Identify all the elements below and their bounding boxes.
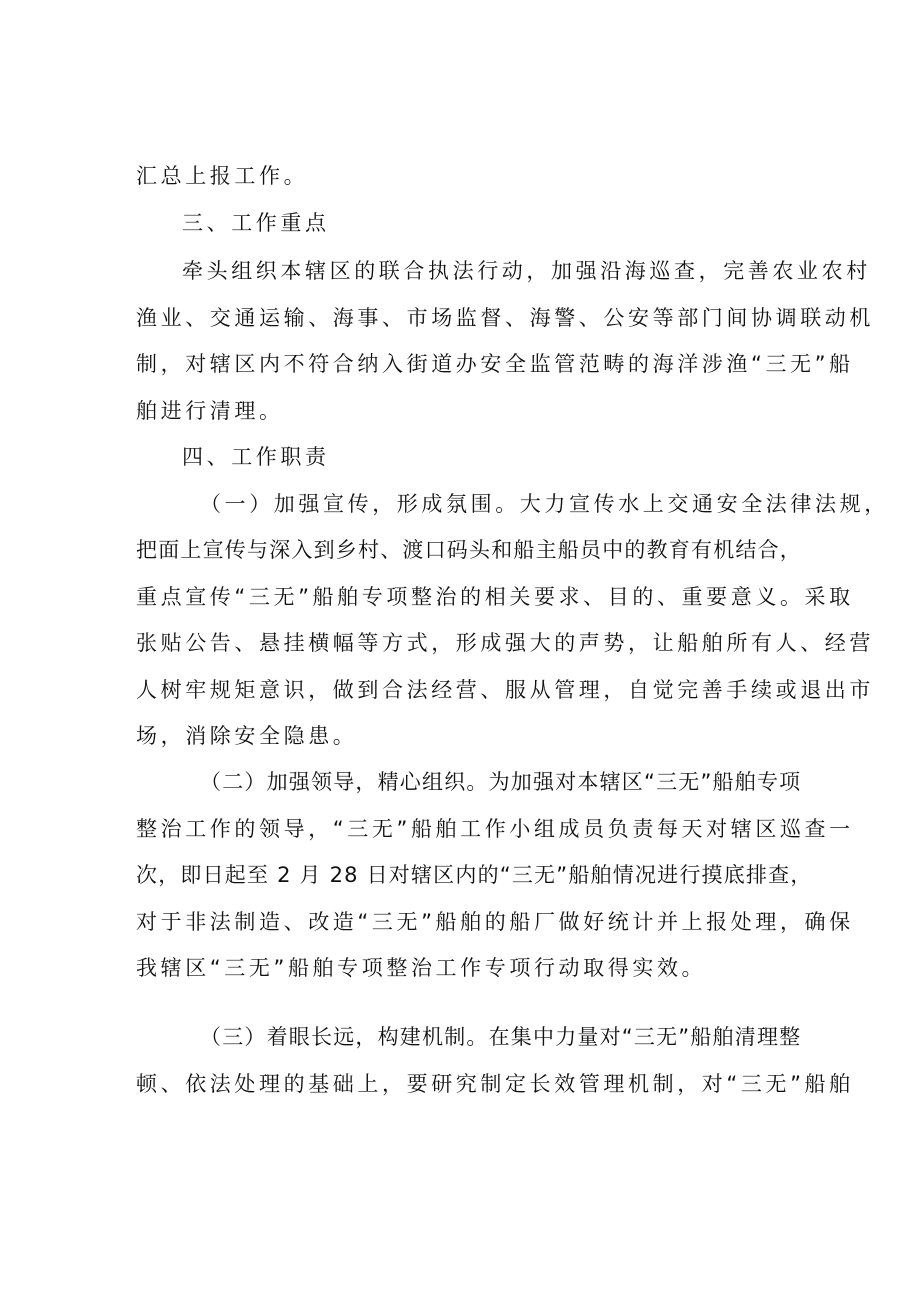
- paragraph-line: 制，对辖区内不符合纳入街道办安全监管范畴的海洋涉渔“三无”船: [136, 352, 854, 376]
- paragraph-line: 场，消除安全隐患。: [136, 724, 358, 748]
- paragraph-line: （三）着眼长远，构建机制。在集中力量对“三无”船舶清理整: [200, 1025, 802, 1049]
- paragraph-line: 张贴公告、悬挂横幅等方式，形成强大的声势，让船舶所有人、经营: [136, 631, 874, 655]
- paragraph-line: 把面上宣传与深入到乡村、渡口码头和船主船员中的教育有机结合，: [136, 538, 802, 562]
- section-heading-3: 三、工作重点: [182, 211, 330, 235]
- paragraph-line: 人树牢规矩意识，做到合法经营、服从管理，自觉完善手续或退出市: [136, 678, 874, 702]
- paragraph-line: （二）加强领导，精心组织。为加强对本辖区“三无”船舶专项: [200, 770, 802, 794]
- paragraph-line: 汇总上报工作。: [136, 164, 309, 188]
- paragraph-line: 重点宣传“三无”船舶专项整治的相关要求、目的、重要意义。采取: [136, 585, 854, 609]
- paragraph-line: 舶进行清理。: [136, 399, 284, 423]
- section-heading-4: 四、工作职责: [182, 445, 330, 469]
- paragraph-line: 牵头组织本辖区的联合执法行动，加强沿海巡查，完善农业农村: [182, 259, 871, 283]
- paragraph-line: 整治工作的领导，“三无”船舶工作小组成员负责每天对辖区巡查一: [136, 817, 854, 841]
- paragraph-line: 次，即日起至 2 月 28 日对辖区内的“三无”船舶情况进行摸底排查，: [136, 863, 813, 887]
- paragraph-line: 我辖区“三无”船舶专项整治工作专项行动取得实效。: [136, 956, 707, 980]
- paragraph-line: 对于非法制造、改造“三无”船舶的船厂做好统计并上报处理，确保: [136, 910, 854, 934]
- paragraph-line: 渔业、交通运输、海事、市场监督、海警、公安等部门间协调联动机: [136, 306, 874, 330]
- paragraph-line: 顿、依法处理的基础上，要研究制定长效管理机制，对“三无”船舶: [136, 1072, 854, 1096]
- paragraph-line: （一）加强宣传，形成氛围。大力宣传水上交通安全法律法规，: [200, 492, 889, 516]
